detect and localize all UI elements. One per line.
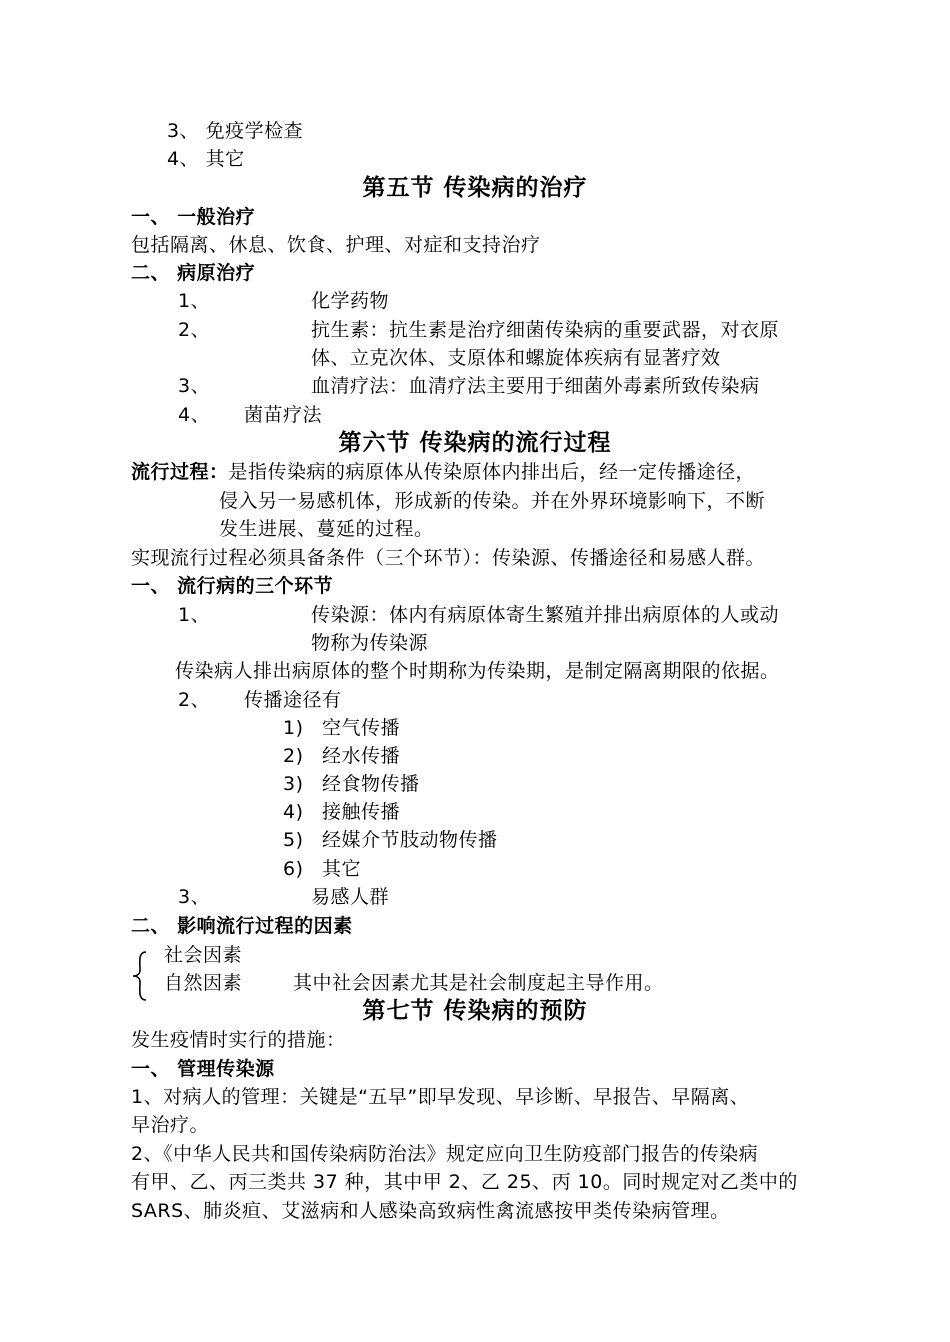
- list-item-text: 易感人群: [311, 886, 390, 908]
- definition-line: 发生进展、蔓延的过程。: [219, 518, 434, 540]
- list-item-number: 3、: [178, 886, 211, 908]
- list-item-text: 传染源：体内有病原体寄生繁殖并排出病原体的人或动: [311, 604, 780, 626]
- definition-text: 是指传染病的病原体从传染原体内排出后，经一定传播途径，: [228, 461, 756, 483]
- list-item-text: 菌苗疗法: [244, 404, 323, 426]
- brace-icon: [126, 950, 166, 1002]
- route-number: 4): [283, 801, 304, 823]
- section-title: 第七节 传染病的预防: [362, 998, 588, 1024]
- definition-line: 侵入另一易感机体，形成新的传染。并在外界环境影响下，不断: [219, 490, 766, 512]
- list-item-text: 化学药物: [311, 290, 390, 312]
- paragraph: 包括隔离、休息、饮食、护理、对症和支持治疗: [131, 234, 541, 256]
- list-item-text-continued: 体、立克次体、支原体和螺旋体疾病有显著疗效: [311, 347, 721, 369]
- paragraph: SARS、肺炎疸、艾滋病和人感染高致病性禽流感按甲类传染病管理。: [131, 1200, 730, 1222]
- route-number: 2): [283, 745, 304, 767]
- subheading: 一、 管理传染源: [131, 1058, 275, 1080]
- factor-item: 自然因素: [164, 972, 243, 994]
- list-item-text: 抗生素：抗生素是治疗细菌传染病的重要武器，对衣原: [311, 319, 780, 341]
- paragraph: 1、对病人的管理：关键是“五早”即早发现、早诊断、早报告、早隔离、: [131, 1086, 750, 1108]
- subheading: 二、 影响流行过程的因素: [131, 915, 353, 937]
- definition-line: [131, 458, 755, 486]
- subheading: 二、 病原治疗: [131, 262, 256, 284]
- route-text: 空气传播: [322, 717, 401, 739]
- list-item-number: 2、: [178, 689, 211, 711]
- route-text: 其它: [322, 858, 362, 880]
- route-text: 经媒介节肢动物传播: [322, 829, 498, 851]
- route-text: 经水传播: [322, 745, 401, 767]
- subheading: 一、 流行病的三个环节: [131, 575, 334, 597]
- route-text: 经食物传播: [322, 773, 420, 795]
- paragraph: 有甲、乙、丙三类共 37 种，其中甲 2、乙 25、丙 10。同时规定对乙类中的: [131, 1171, 798, 1193]
- factor-item: 社会因素: [164, 944, 243, 966]
- route-number: 5): [283, 829, 304, 851]
- list-item-number: 2、: [178, 319, 211, 341]
- list-item-text: 血清疗法：血清疗法主要用于细菌外毒素所致传染病: [311, 375, 760, 397]
- section-title: 第六节 传染病的流行过程: [338, 430, 612, 456]
- definition-label: 流行过程：: [131, 461, 229, 483]
- route-number: 6): [283, 858, 304, 880]
- paragraph: 早治疗。: [131, 1114, 210, 1136]
- paragraph: 实现流行过程必须具备条件（三个环节）：传染源、传播途径和易感人群。: [131, 547, 766, 569]
- list-item: 4、 其它: [167, 148, 245, 170]
- list-item-number: 1、: [178, 290, 211, 312]
- list-item-number: 3、: [178, 375, 211, 397]
- route-text: 接触传播: [322, 801, 401, 823]
- paragraph: 发生疫情时实行的措施：: [131, 1029, 346, 1051]
- subheading: 一、 一般治疗: [131, 206, 256, 228]
- paragraph: 2、《中华人民共和国传染病防治法》规定应向卫生防疫部门报告的传染病: [131, 1143, 759, 1165]
- factor-note: 其中社会因素尤其是社会制度起主导作用。: [293, 972, 664, 994]
- list-item-number: 1、: [178, 604, 211, 626]
- route-number: 3): [283, 773, 304, 795]
- list-item-text-continued: 物称为传染源: [311, 632, 429, 654]
- list-item: 3、 免疫学检查: [167, 120, 304, 142]
- section-title: 第五节 传染病的治疗: [362, 175, 588, 201]
- list-item-number: 4、: [178, 404, 211, 426]
- route-number: 1): [283, 717, 304, 739]
- list-item-text: 传播途径有: [244, 689, 342, 711]
- paragraph: 传染病人排出病原体的整个时期称为传染期，是制定隔离期限的依据。: [175, 660, 780, 682]
